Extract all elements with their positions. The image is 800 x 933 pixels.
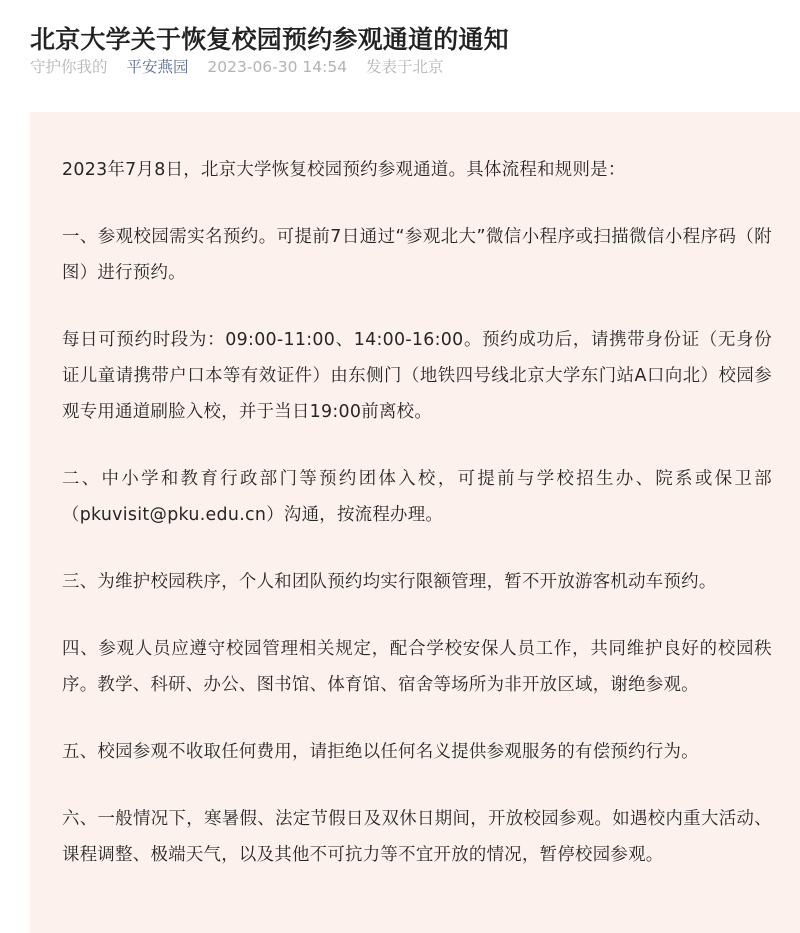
paragraph-intro: 2023年7月8日，北京大学恢复校园预约参观通道。具体流程和规则是： — [62, 160, 626, 180]
account-link[interactable]: 平安燕园 — [126, 58, 189, 76]
article-meta — [30, 53, 458, 81]
paragraph-time-slots: 每日可预约时段为：09:00-11:00、14:00-16:00。预约成功后，请携带身份证（无身份证儿童请携带户口本等有效证件）由东侧门（地铁四号线北京大学东门站A口向北）校园参观专用通道刷脸入校，并于当日19:00前离校。 — [62, 330, 772, 422]
paragraph-rule-6: 六、一般情况下，寒暑假、法定节假日及双休日期间，开放校园参观。如遇校内重大活动、课程调整、极端天气，以及其他不可抗力等不宜开放的情况，暂停校园参观。 — [62, 809, 772, 865]
paragraph-rule-3: 三、为维护校园秩序，个人和团队预约均实行限额管理，暂不开放游客机动车预约。 — [62, 572, 717, 592]
article-title: 北京大学关于恢复校园预约参观通道的通知 — [30, 24, 509, 54]
publish-datetime: 2023-06-30 14:54 — [207, 58, 348, 76]
paragraph-rule-4: 四、参观人员应遵守校园管理相关规定，配合学校安保人员工作，共同维护良好的校园秩序。教学、科研、办公、图书馆、体育馆、宿舍等场所为非开放区域，谢绝参观。 — [62, 639, 772, 695]
author-name: 守护你我的 — [30, 58, 108, 76]
paragraph-rule-1: 一、参观校园需实名预约。可提前7日通过“参观北大”微信小程序或扫描微信小程序码（附图）进行预约。 — [62, 227, 772, 283]
paragraph-rule-5: 五、校园参观不收取任何费用，请拒绝以任何名义提供参观服务的有偿预约行为。 — [62, 742, 699, 762]
paragraph-rule-2: 二、中小学和教育行政部门等预约团体入校，可提前与学校招生办、院系或保卫部（pkuvisit@pku.edu.cn）沟通，按流程办理。 — [62, 469, 772, 525]
article-body — [30, 112, 800, 933]
publish-location: 发表于北京 — [366, 58, 444, 76]
